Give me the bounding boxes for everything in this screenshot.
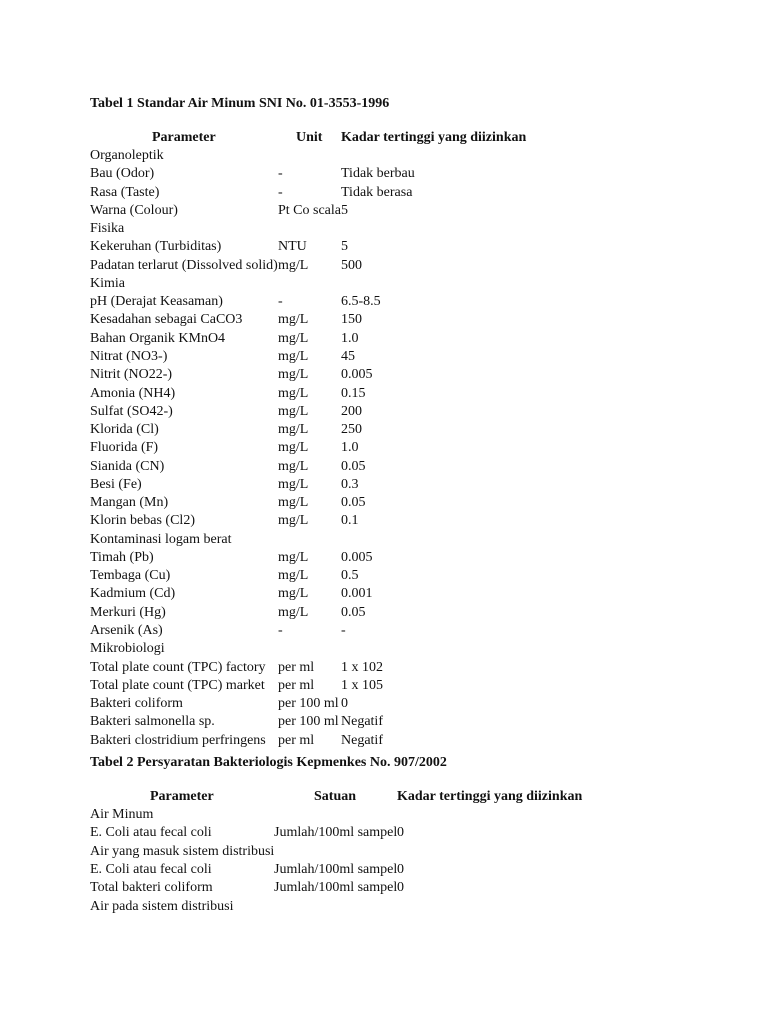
table-row [90, 806, 730, 824]
cell-parameter: Merkuri (Hg) [90, 604, 166, 620]
cell-parameter: Warna (Colour) [90, 202, 178, 218]
cell-value: 200 [341, 403, 362, 419]
cell-value: 0.001 [341, 586, 373, 602]
cell-parameter: Sulfat (SO42-) [90, 403, 173, 419]
cell-parameter: Bakteri salmonella sp. [90, 714, 215, 730]
cell-parameter: Arsenik (As) [90, 623, 163, 639]
cell-value: 6.5-8.5 [341, 294, 381, 310]
cell-unit: mg/L [278, 330, 309, 346]
table-row [90, 348, 730, 366]
cell-parameter: Total bakteri coliform [90, 880, 213, 896]
cell-unit: Jumlah/100ml sampel [274, 880, 398, 896]
cell-parameter: Tembaga (Cu) [90, 568, 171, 584]
table-row [90, 512, 730, 530]
cell-parameter: Bau (Odor) [90, 166, 155, 182]
cell-parameter: Kesadahan sebagai CaCO3 [90, 312, 243, 328]
cell-value: 0.05 [341, 495, 366, 511]
cell-parameter: Sianida (CN) [90, 458, 165, 474]
cell-unit: - [278, 184, 283, 200]
cell-parameter: Bakteri coliform [90, 696, 183, 712]
table-row [90, 184, 730, 202]
document-page [90, 0, 730, 1024]
cell-parameter: Mangan (Mn) [90, 495, 169, 511]
table-row [90, 622, 730, 640]
cell-value: 0.005 [341, 549, 373, 565]
table-row [90, 202, 730, 220]
cell-unit: mg/L [278, 476, 309, 492]
cell-parameter: Klorida (Cl) [90, 422, 159, 438]
table-row [90, 311, 730, 329]
table-row [90, 879, 730, 897]
table-row [90, 476, 730, 494]
cell-parameter: Nitrat (NO3-) [90, 348, 168, 364]
cell-unit: per ml [278, 732, 315, 748]
table-row [90, 695, 730, 713]
table-row [90, 439, 730, 457]
cell-unit: mg/L [278, 513, 309, 529]
cell-value: 1 x 105 [341, 677, 383, 693]
cell-unit: - [278, 623, 283, 639]
cell-value: - [341, 623, 346, 639]
table-row [90, 494, 730, 512]
table-row [90, 165, 730, 183]
cell-parameter: Rasa (Taste) [90, 184, 160, 200]
table-row [90, 421, 730, 439]
cell-value: 0.5 [341, 568, 359, 584]
cell-value: 0.3 [341, 476, 359, 492]
cell-parameter: Padatan terlarut (Dissolved solid) [90, 257, 278, 273]
cell-unit: per 100 ml [278, 696, 339, 712]
cell-parameter: Air pada sistem distribusi [90, 898, 234, 914]
cell-parameter: Air Minum [90, 807, 154, 822]
cell-unit: mg/L [278, 495, 309, 511]
cell-unit: per 100 ml [278, 714, 339, 730]
table-row [90, 604, 730, 622]
cell-unit: mg/L [278, 586, 309, 602]
cell-parameter: Nitrit (NO22-) [90, 367, 173, 383]
cell-parameter: Total plate count (TPC) factory [90, 659, 266, 675]
table-row [90, 458, 730, 476]
table-row [90, 238, 730, 256]
cell-parameter: Kekeruhan (Turbiditas) [90, 239, 222, 255]
table-row [90, 385, 730, 403]
table-row [90, 732, 730, 750]
table2-header-satuan: Satuan [314, 789, 357, 804]
table-row [90, 549, 730, 567]
cell-parameter: Klorin bebas (Cl2) [90, 513, 195, 529]
table1-header-row [90, 129, 730, 147]
cell-unit: per ml [278, 677, 315, 693]
cell-value: 0 [397, 861, 404, 877]
table1-header-unit: Unit [296, 130, 323, 145]
cell-unit: Jumlah/100ml sampel [274, 825, 398, 841]
table-row [90, 147, 730, 165]
table-row [90, 330, 730, 348]
table2-title: Tabel 2 Persyaratan Bakteriologis Kepmenkes No. 907/2002 [90, 755, 447, 770]
cell-value: 0 [397, 880, 404, 896]
table-row [90, 677, 730, 695]
cell-parameter: pH (Derajat Keasaman) [90, 294, 223, 310]
table2-header-row [90, 788, 730, 806]
table-row [90, 843, 730, 861]
cell-value: 0 [341, 696, 348, 712]
cell-parameter: Organoleptik [90, 148, 164, 163]
table-row [90, 659, 730, 677]
cell-unit: NTU [278, 239, 307, 255]
cell-value: 5 [341, 239, 348, 255]
cell-value: Tidak berbau [341, 166, 415, 182]
table-row [90, 640, 730, 658]
cell-unit: mg/L [278, 440, 309, 456]
table2-header-kadar: Kadar tertinggi yang diizinkan [397, 789, 583, 804]
cell-value: 1.0 [341, 440, 359, 456]
cell-value: Negatif [341, 732, 383, 748]
cell-unit: mg/L [278, 367, 309, 383]
cell-unit: mg/L [278, 385, 309, 401]
cell-parameter: Kontaminasi logam berat [90, 531, 232, 547]
table-row [90, 824, 730, 842]
table-row [90, 861, 730, 879]
cell-unit: Jumlah/100ml sampel [274, 861, 398, 877]
cell-parameter: Bakteri clostridium perfringens [90, 732, 266, 748]
cell-value: 0.05 [341, 604, 366, 620]
table-row [90, 898, 730, 916]
cell-parameter: Fisika [90, 221, 125, 237]
cell-unit: - [278, 166, 283, 182]
cell-unit: mg/L [278, 312, 309, 328]
cell-unit: mg/L [278, 348, 309, 364]
cell-unit: mg/L [278, 403, 309, 419]
cell-parameter: Total plate count (TPC) market [90, 677, 265, 693]
cell-value: 250 [341, 422, 362, 438]
cell-parameter: E. Coli atau fecal coli [90, 825, 212, 841]
cell-unit: - [278, 294, 283, 310]
table-row [90, 567, 730, 585]
table-row [90, 531, 730, 549]
cell-value: 150 [341, 312, 362, 328]
cell-value: 0.15 [341, 385, 366, 401]
cell-value: 45 [341, 348, 355, 364]
cell-value: 500 [341, 257, 362, 273]
cell-value: 0 [397, 825, 404, 841]
cell-parameter: Amonia (NH4) [90, 385, 176, 401]
cell-parameter: Timah (Pb) [90, 549, 154, 565]
cell-parameter: Air yang masuk sistem distribusi [90, 843, 275, 859]
table-row [90, 713, 730, 731]
cell-value: 0.05 [341, 458, 366, 474]
cell-unit: mg/L [278, 549, 309, 565]
table1-header-kadar: Kadar tertinggi yang diizinkan [341, 130, 527, 145]
cell-unit: per ml [278, 659, 315, 675]
cell-unit: mg/L [278, 257, 309, 273]
cell-value: 0.005 [341, 367, 373, 383]
cell-parameter: Bahan Organik KMnO4 [90, 330, 226, 346]
cell-parameter: E. Coli atau fecal coli [90, 861, 212, 877]
table-row [90, 403, 730, 421]
cell-value: 1.0 [341, 330, 359, 346]
cell-unit: mg/L [278, 568, 309, 584]
table-row [90, 220, 730, 238]
cell-unit: mg/L [278, 422, 309, 438]
cell-unit: mg/L [278, 604, 309, 620]
cell-unit: Pt Co scala [278, 202, 341, 218]
table2-header-parameter: Parameter [150, 789, 214, 804]
cell-parameter: Mikrobiologi [90, 641, 165, 657]
table-row [90, 275, 730, 293]
cell-value: Negatif [341, 714, 383, 730]
cell-unit: mg/L [278, 458, 309, 474]
table-row [90, 366, 730, 384]
cell-parameter: Fluorida (F) [90, 440, 159, 456]
cell-value: Tidak berasa [341, 184, 413, 200]
table1-title: Tabel 1 Standar Air Minum SNI No. 01-3553-1996 [90, 96, 390, 111]
cell-value: 5 [341, 202, 348, 218]
cell-parameter: Kadmium (Cd) [90, 586, 176, 602]
cell-value: 1 x 102 [341, 659, 383, 675]
cell-parameter: Besi (Fe) [90, 476, 142, 492]
table-row [90, 293, 730, 311]
table-row [90, 585, 730, 603]
table-row [90, 257, 730, 275]
cell-value: 0.1 [341, 513, 359, 529]
cell-parameter: Kimia [90, 275, 125, 291]
table1-header-parameter: Parameter [152, 130, 216, 145]
